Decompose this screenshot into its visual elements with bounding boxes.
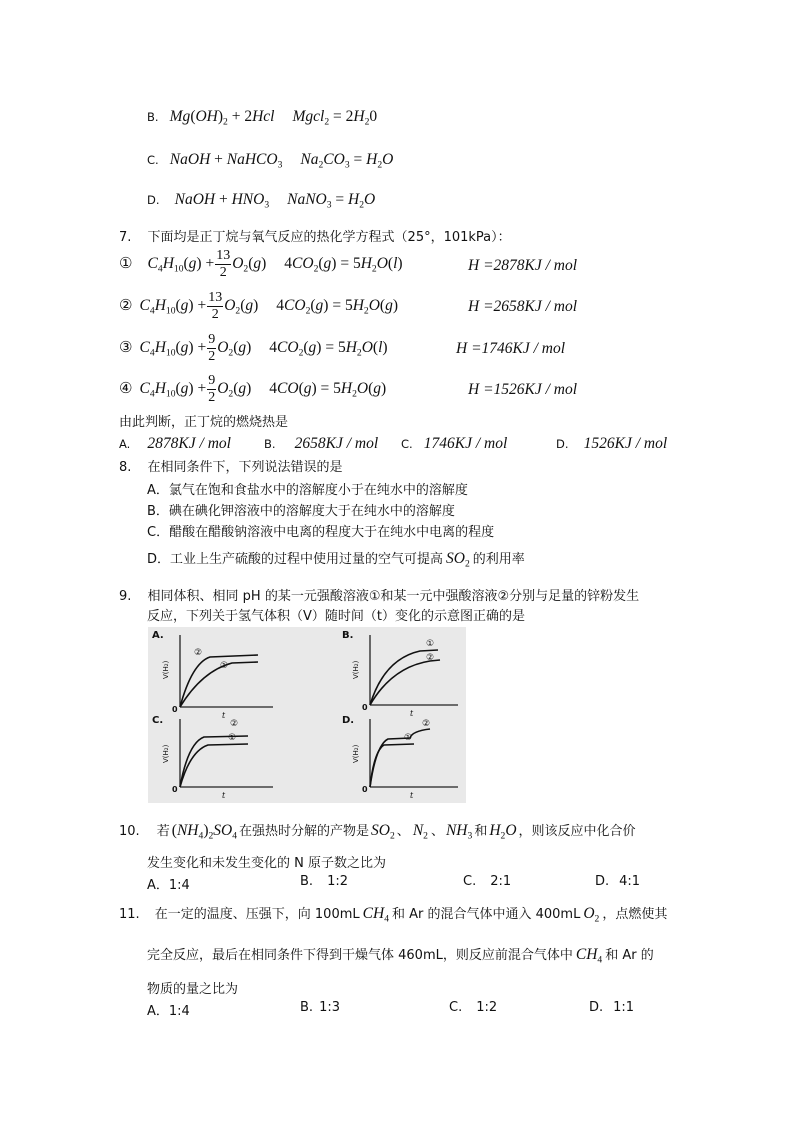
enthalpy-value: H =2878KJ / mol [468, 257, 578, 274]
option-label: D. [589, 1000, 604, 1015]
y-axis-label: V(H₂) [162, 744, 170, 763]
panel-d [370, 719, 458, 787]
formula: $N_2$ [412, 822, 428, 842]
q10-stem-line2: 发生变化和未发生变化的 N 原子数之比为 [147, 856, 386, 871]
q11-stem-line3: 物质的量之比为 [147, 982, 239, 997]
q7-option-a [119, 433, 231, 453]
question-text: 在相同条件下，下列说法错误的是 [147, 460, 343, 475]
equation: $Mg(OH)_2 + 2Hcl$ Mgcl$_2$ = $2H_20$ [169, 108, 378, 128]
equation-mark: ④ [119, 379, 133, 398]
question-text: 完全反应，最后在相同条件下得到干燥气体 460mL，则反应前混合气体中 [147, 948, 573, 963]
option-label: D. [147, 193, 160, 207]
q11-option-c [449, 1000, 497, 1015]
equation-mark: ② [119, 296, 133, 315]
option-label: A. [119, 437, 131, 451]
equation: NaOH + $HNO_3$ NaNO$_3$ = $H_2O$ [174, 191, 376, 211]
option-label: B. [300, 874, 314, 889]
option-value: 2658KJ / mol [294, 435, 379, 452]
panel-b [370, 635, 458, 705]
curve-label: ① [404, 733, 413, 743]
equation: NaOH + NaHCO$_3$ $Na_2CO_3 = H_2O$ [169, 151, 394, 171]
question-text: ，点燃使其 [602, 907, 668, 922]
q6-option-b [147, 106, 377, 126]
option-value: 2878KJ / mol [147, 435, 231, 452]
fraction-numerator: 9 [208, 373, 216, 388]
panel-a [180, 635, 273, 707]
q11-option-b [300, 1000, 340, 1015]
question-number: 7. [119, 230, 132, 245]
option-value: 4:1 [619, 874, 641, 889]
option-value: 2:1 [490, 874, 512, 889]
option-label: A． [147, 1004, 169, 1019]
option-text: 的利用率 [472, 552, 525, 567]
curve-label: ① [228, 733, 237, 743]
fraction-denominator: 2 [208, 349, 216, 364]
q8-option-b: B．碘在碘化钾溶液中的溶解度大于在纯水中的溶解度 [147, 504, 455, 519]
curve-1 [370, 744, 414, 787]
q7-option-c [401, 433, 507, 453]
q10-option-c [463, 874, 511, 889]
x-axis-label: t [410, 709, 414, 718]
question-text: 相同体积、相同 pH 的某一元强酸溶液①和某一元中强酸溶液②分别与足量的锌粉发生 [147, 589, 640, 604]
q6-option-c [147, 149, 393, 169]
formula: $CH_4$ [362, 905, 389, 925]
q11-option-d [589, 1000, 634, 1015]
option-label: C. [449, 1000, 463, 1015]
option-label: A． [147, 878, 169, 893]
origin-label: 0 [172, 705, 178, 714]
q8-option-d [147, 548, 525, 568]
formula: $(NH_4)_2SO_4$ [171, 822, 238, 842]
option-value: 1:4 [168, 1004, 190, 1019]
y-axis-label: V(H₂) [352, 744, 360, 763]
option-label: D. [556, 437, 569, 451]
q9-stem-line2: 反应，下列关于氢气体积（V）随时间（t）变化的示意图正确的是 [147, 609, 525, 624]
question-text: 和 [474, 824, 488, 839]
q10-option-b [300, 874, 348, 889]
q7-equation-1: ① $C_4H_{10}(g)$ + $\frac{13}{2}$ $O_2(g) 4CO_2(g) = 5H_2O(l)$ [119, 248, 403, 280]
q7-stem [119, 226, 511, 245]
option-label: C. [463, 874, 477, 889]
option-value: 1746KJ / mol [423, 435, 508, 452]
question-number: 11. [119, 907, 140, 922]
q6-option-d [147, 189, 375, 209]
q7-equation-2: ② $C_4H_{10}(g)$ + $\frac{13}{2}$ $O_2(g) 4CO_2(g) = 5H_2O(g)$ [119, 290, 398, 322]
curve-label: ② [422, 719, 431, 729]
option-label: C. [401, 437, 413, 451]
fraction-denominator: 2 [219, 265, 227, 280]
fraction-numerator: 13 [216, 248, 231, 263]
fraction-numerator: 9 [208, 332, 216, 347]
curve-1 [180, 662, 258, 707]
option-label: C. [147, 153, 159, 167]
curve-label: ② [426, 653, 435, 663]
fraction-denominator: 2 [208, 390, 216, 405]
origin-label: 0 [362, 785, 368, 794]
option-value: 1:4 [168, 878, 190, 893]
question-text: 和 Ar 的混合气体中通入 400mL [391, 907, 581, 922]
y-axis-label: V(H₂) [162, 660, 170, 679]
option-label: D. [595, 874, 610, 889]
option-value: 1526KJ / mol [583, 435, 668, 452]
question-text: 和 Ar 的 [605, 948, 654, 963]
y-axis-label: V(H₂) [352, 660, 360, 679]
panel-c [180, 719, 273, 787]
panel-label: C. [152, 715, 164, 726]
formula: $NH_3$ [445, 822, 473, 842]
question-text: 在强热时分解的产物是 [239, 824, 370, 839]
option-label: B. [147, 110, 159, 124]
curve-2 [370, 729, 430, 787]
formula: $SO_2$ [371, 822, 395, 842]
q9-graph-figure [148, 627, 466, 803]
enthalpy-value: H =1746KJ / mol [456, 340, 566, 357]
question-number: 9. [119, 589, 132, 604]
curve-label: ② [194, 648, 203, 658]
option-value: 1:3 [319, 1000, 340, 1015]
option-label: B. [300, 1000, 314, 1015]
question-number: 8. [119, 460, 132, 475]
q8-option-c: C．醋酸在醋酸钠溶液中电离的程度大于在纯水中电离的程度 [147, 525, 495, 540]
equation-mark: ① [119, 254, 133, 273]
question-text: 在一定的温度、压强下，向 100mL [154, 907, 360, 922]
question-text: ，则该反应中化合价 [518, 824, 636, 839]
option-value: 1:2 [476, 1000, 498, 1015]
x-axis-label: t [410, 791, 414, 800]
x-axis-label: t [222, 791, 226, 800]
q8-stem [119, 456, 343, 475]
separator: 、 [396, 824, 410, 839]
fraction-numerator: 13 [208, 290, 223, 305]
curve-label: ② [230, 719, 239, 729]
equation-mark: ③ [119, 338, 133, 357]
panel-label: B. [342, 630, 354, 641]
origin-label: 0 [362, 703, 368, 712]
curve-label: ① [220, 661, 229, 671]
question-text: 若 [156, 824, 170, 839]
question-text: 下面均是正丁烷与氧气反应的热化学方程式（25°，101kPa）： [147, 230, 511, 245]
panel-label: D. [342, 715, 355, 726]
q9-stem-line1 [119, 585, 639, 604]
formula: $H_2O$ [489, 822, 517, 842]
question-number: 10. [119, 824, 140, 839]
separator: 、 [430, 824, 444, 839]
option-value: 1:1 [613, 1000, 635, 1015]
formula: $CH_4$ [575, 946, 603, 966]
fraction-denominator: 2 [211, 307, 219, 322]
q7-option-d [556, 433, 667, 453]
question-text: 由此判断，正丁烷的燃烧热是 [119, 415, 289, 430]
curve-2 [370, 660, 440, 705]
curve-label: ① [426, 639, 435, 649]
enthalpy-value: H =1526KJ / mol [468, 381, 578, 398]
option-text: D．工业上生产硫酸的过程中使用过量的空气可提高 [147, 552, 444, 567]
x-axis-label: t [222, 711, 226, 720]
q8-option-a: A．氯气在饱和食盐水中的溶解度小于在纯水中的溶解度 [147, 483, 468, 498]
origin-label: 0 [172, 785, 178, 794]
q10-option-d [595, 874, 640, 889]
q7-option-b [264, 433, 378, 453]
option-value: 1:2 [327, 874, 348, 889]
so2-formula: $SO_2$ [446, 550, 470, 570]
q10-option-a [147, 874, 190, 893]
enthalpy-value: H =2658KJ / mol [468, 298, 578, 315]
q7-equation-4: ④ $C_4H_{10}(g)$ + $\frac{9}{2}$ $O_2(g) 4CO(g) = 5H_2O(g)$ [119, 373, 387, 405]
q11-option-a [147, 1000, 190, 1019]
q10-stem-line1 [119, 820, 636, 840]
formula: $O_2$ [583, 905, 600, 925]
q7-equation-3: ③ $C_4H_{10}(g)$ + $\frac{9}{2}$ $O_2(g) 4CO_2(g) = 5H_2O(l)$ [119, 332, 388, 364]
q11-stem-line2 [147, 944, 654, 964]
panel-label: A. [152, 630, 164, 641]
q11-stem-line1 [119, 903, 667, 923]
option-label: B. [264, 437, 276, 451]
